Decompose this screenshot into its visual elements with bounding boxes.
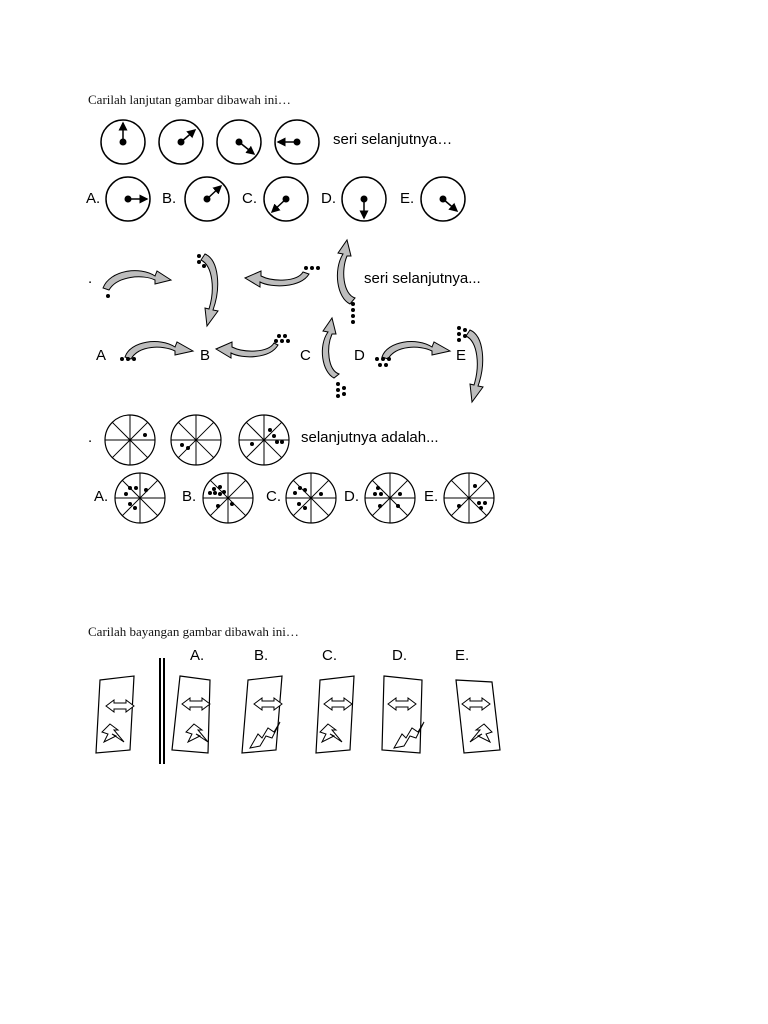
q2-option-c-label: C <box>300 347 311 364</box>
q2-option-a-figure <box>115 333 200 363</box>
q3-option-b-label: B. <box>182 488 197 505</box>
q3-option-d-label: D. <box>344 488 359 505</box>
q2-seq-shape-4 <box>337 240 355 324</box>
q2-seq-shape-3 <box>245 266 320 287</box>
q2-seq-shape-1 <box>103 271 171 298</box>
s2-option-c-label: C. <box>322 647 337 664</box>
q2-option-a-label: A <box>96 347 107 364</box>
q3-seq-circle-1 <box>105 415 155 465</box>
q1-option-a-figure <box>104 175 152 223</box>
q3-option-e-label: E. <box>424 488 439 505</box>
q1-option-b-label: B. <box>162 190 177 207</box>
q2-sequence <box>95 238 365 328</box>
s2-option-d-figure <box>382 676 424 753</box>
q1-sequence <box>98 118 328 168</box>
q3-option-b-figure <box>202 472 254 524</box>
q2-prompt: seri selanjutnya... <box>364 270 481 287</box>
s2-option-a-figure <box>172 676 210 753</box>
q2-seq-shape-2 <box>197 254 218 326</box>
s2-option-d-label: D. <box>392 647 407 664</box>
q2-option-c-figure <box>316 322 356 402</box>
s2-original-figure <box>96 676 134 753</box>
q1-seq-circle-2 <box>159 120 203 164</box>
q3-option-e-figure <box>443 472 495 524</box>
q1-prompt: seri selanjutnya… <box>333 131 453 148</box>
section2-instruction: Carilah bayangan gambar dibawah ini… <box>88 624 299 639</box>
q2-option-b-label: B <box>200 347 211 364</box>
q1-option-d-figure <box>340 175 388 223</box>
q2-option-e-figure <box>456 322 496 404</box>
s2-option-b-label: B. <box>254 647 269 664</box>
q1-option-c-figure <box>262 175 310 223</box>
q2-option-d-figure <box>372 333 457 371</box>
q3-option-c-label: C. <box>266 488 281 505</box>
q2-option-e-label: E <box>456 347 467 364</box>
s2-option-a-label: A. <box>190 647 205 664</box>
q3-prompt: selanjutnya adalah... <box>301 429 439 446</box>
mirror-line <box>160 658 164 764</box>
q3-seq-circle-3 <box>239 415 289 465</box>
q1-option-c-label: C. <box>242 190 257 207</box>
q3-bullet: . <box>88 429 93 446</box>
s2-option-e-label: E. <box>455 647 470 664</box>
q3-option-a-figure <box>114 472 166 524</box>
s2-option-c-figure <box>316 676 354 753</box>
q1-option-e-figure <box>419 175 467 223</box>
q1-seq-circle-3 <box>217 120 261 164</box>
q2-option-d-label: D <box>354 347 365 364</box>
q3-sequence <box>104 413 294 469</box>
q3-option-c-figure <box>285 472 337 524</box>
s2-option-e-figure <box>456 680 500 753</box>
q1-option-d-label: D. <box>321 190 336 207</box>
q1-seq-circle-1 <box>101 120 145 164</box>
q3-seq-circle-2 <box>171 415 221 465</box>
q3-option-d-figure <box>364 472 416 524</box>
q1-option-b-figure <box>183 175 231 223</box>
reflection-figures <box>90 658 510 768</box>
q1-option-e-label: E. <box>400 190 415 207</box>
q2-option-b-figure <box>212 333 297 363</box>
q3-option-a-label: A. <box>94 488 109 505</box>
s2-option-b-figure <box>242 676 282 753</box>
q1-seq-circle-4 <box>275 120 319 164</box>
section1-instruction: Carilah lanjutan gambar dibawah ini… <box>88 92 291 107</box>
q2-bullet: . <box>88 270 93 287</box>
q1-option-a-label: A. <box>86 190 101 207</box>
